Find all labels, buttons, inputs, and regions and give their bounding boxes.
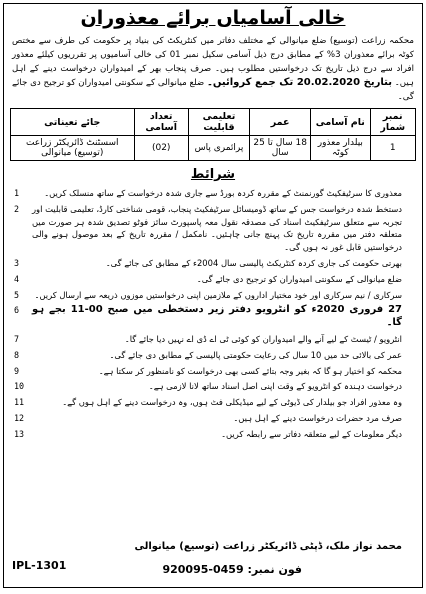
condition-number: 12 [14,412,25,423]
condition-text: صرف مرد حضرات درخواست دینے کے اہل ہیں۔ [233,412,402,423]
condition-item [14,304,402,330]
condition-item [14,273,402,286]
table-row [11,136,416,161]
intro-text: محکمہ زراعت (توسیع) ضلع میانوالی کے مختلف دفاتر میں کنٹریکٹ کی بنیاد پر حکومت کی طرف سے مختص کوٹہ برائے معذوران 3% کے مطابق درج ذیل آسامی سکیل نمبر 01 کی خالی آسامیوں پر تقرریوں کیلئے معذور افراد سے درج ذیل تاریخ تک درخواستیں مطلوب ہیں۔ صرف پنجاب بھر کے امیدواران درخواست دینے کے اہل ہیں۔ [12,36,414,88]
condition-text: انٹرویو / ٹیسٹ کے لیے آنے والے امیدواران کو کوئی ٹی اے ڈی اے نہیں دیا جائے گا۔ [124,333,402,344]
condition-number: 10 [14,381,25,392]
condition-number: 3 [14,257,20,268]
header-qualification: تعلیمی قابلیت [188,109,249,136]
condition-item [14,380,402,393]
condition-text: معذوری کا سرٹیفکیٹ گورنمنٹ کے مقررہ کردہ بورڈ سے جاری شدہ درخواست کے ساتھ منسلک کریں۔ [44,188,402,198]
header-posting: جائے تعیناتی [11,109,135,136]
condition-item [14,257,402,270]
phone-number: فون نمبر: 0459-920095 [162,563,302,576]
condition-number: 4 [14,273,20,284]
condition-item [14,289,402,302]
condition-item [14,187,402,200]
signature: محمد نواز ملک، ڈپٹی ڈائریکٹر زراعت (توسیع) میانوالی [134,541,402,552]
cell-posting: اسسٹنٹ ڈائریکٹر زراعت (توسیع) میانوالی [11,136,135,161]
footer [4,541,422,581]
condition-number: 6 [14,305,20,316]
intro-date: بتاریخ 20.02.2020 تک جمع کروائیں۔ [207,77,392,88]
page-title: خالی آسامیاں برائے معذوران [80,7,346,29]
condition-item [14,203,402,254]
advertisement-page [3,3,423,588]
condition-item [14,412,402,425]
condition-item [14,349,402,362]
condition-text: عمر کی بالائی حد میں 10 سال کی رعایت حکومتی پالیسی کے مطابق دی جائے گی۔ [109,349,402,360]
reference-code: IPL-1301 [12,559,67,572]
condition-text: ضلع میانوالی کے سکونتی امیدواران کو ترجیح دی جائے گی۔ [196,273,402,284]
header-age: عمر [250,109,311,136]
condition-text: وہ معذور افراد جو بیلدار کی ڈیوٹی کے لیے میڈیکلی فٹ ہوں، وہ درخواست دینے کے اہل ہوں گے۔ [62,397,402,408]
condition-text: 27 فروری 2020ء کو انٹرویو دفتر زیر دستخطی میں صبح 00-11 بجے ہو گا۔ [32,304,402,329]
condition-text: دیگر معلومات کے لیے متعلقہ دفاتر سے رابطہ کریں۔ [221,428,402,439]
condition-text: سرکاری / نیم سرکاری اور خود مختیار اداروں کے ملازمین اپنی درخواستیں موزوں ذریعہ سے ارسال کریں۔ [34,289,402,300]
condition-number: 13 [14,428,25,439]
condition-number: 8 [14,349,20,360]
condition-text: درخواست دہندہ کو انٹرویو کے وقت اپنی اصل اسناد ساتھ لانا لازمی ہے۔ [148,381,402,392]
cell-post: بیلدار معذور کوٹہ [311,136,370,161]
cell-age: 18 سال تا 25 سال [250,136,311,161]
condition-text: محکمہ کو اختیار ہو گا کہ بغیر وجہ بتائے کسی بھی درخواست کو نامنظور کر سکتا ہے۔ [98,365,402,376]
condition-text: دستخط شدہ درخواست جس کے ساتھ ڈومیسائل سرٹیفکیٹ پنجاب، قومی شناختی کارڈ، تعلیمی قابلیت اور تجربہ سے متعلق سرٹیفکیٹ اسناد کی مصدقہ نقول معہ پاسپورٹ سائز فوٹو تصدیق شدہ ہر صورت میں متعلقہ دفتر میں مقررہ تاریخ تک پہنچ جانی چاہئیں۔ نامکمل / مقررہ تاریخ کے بعد موصول ہونے والی درخواستیں قابل غور نہ ہوں گی۔ [32,203,402,253]
condition-text: بھرتی حکومت کی جاری کردہ کنٹریکٹ پالیسی سال 2004ء کے مطابق کی جائے گی۔ [105,257,402,268]
cell-qualification: پرائمری پاس [188,136,249,161]
intro-paragraph [12,34,414,104]
condition-number: 1 [14,188,20,198]
table-header-row [11,109,416,136]
header-serial: نمبر شمار [370,109,416,136]
condition-number: 11 [14,397,25,408]
cell-serial: 1 [370,136,416,161]
conditions-title: شرائط [190,167,236,182]
conditions-list [14,187,402,441]
vacancy-table [10,108,416,161]
condition-number: 5 [14,289,20,300]
condition-item [14,428,402,441]
intro-note: ضلع میانوالی کے سکونتی امیدواران کو ترجیح دی جائے گی۔ [12,78,414,102]
condition-number: 2 [14,203,20,214]
condition-item [14,365,402,378]
condition-number: 7 [14,333,20,344]
condition-number: 9 [14,365,20,376]
condition-item [14,396,402,409]
header-post: نام آسامی [311,109,370,136]
cell-count: (02) [134,136,188,161]
header-count: تعداد آسامی [134,109,188,136]
condition-item [14,333,402,346]
